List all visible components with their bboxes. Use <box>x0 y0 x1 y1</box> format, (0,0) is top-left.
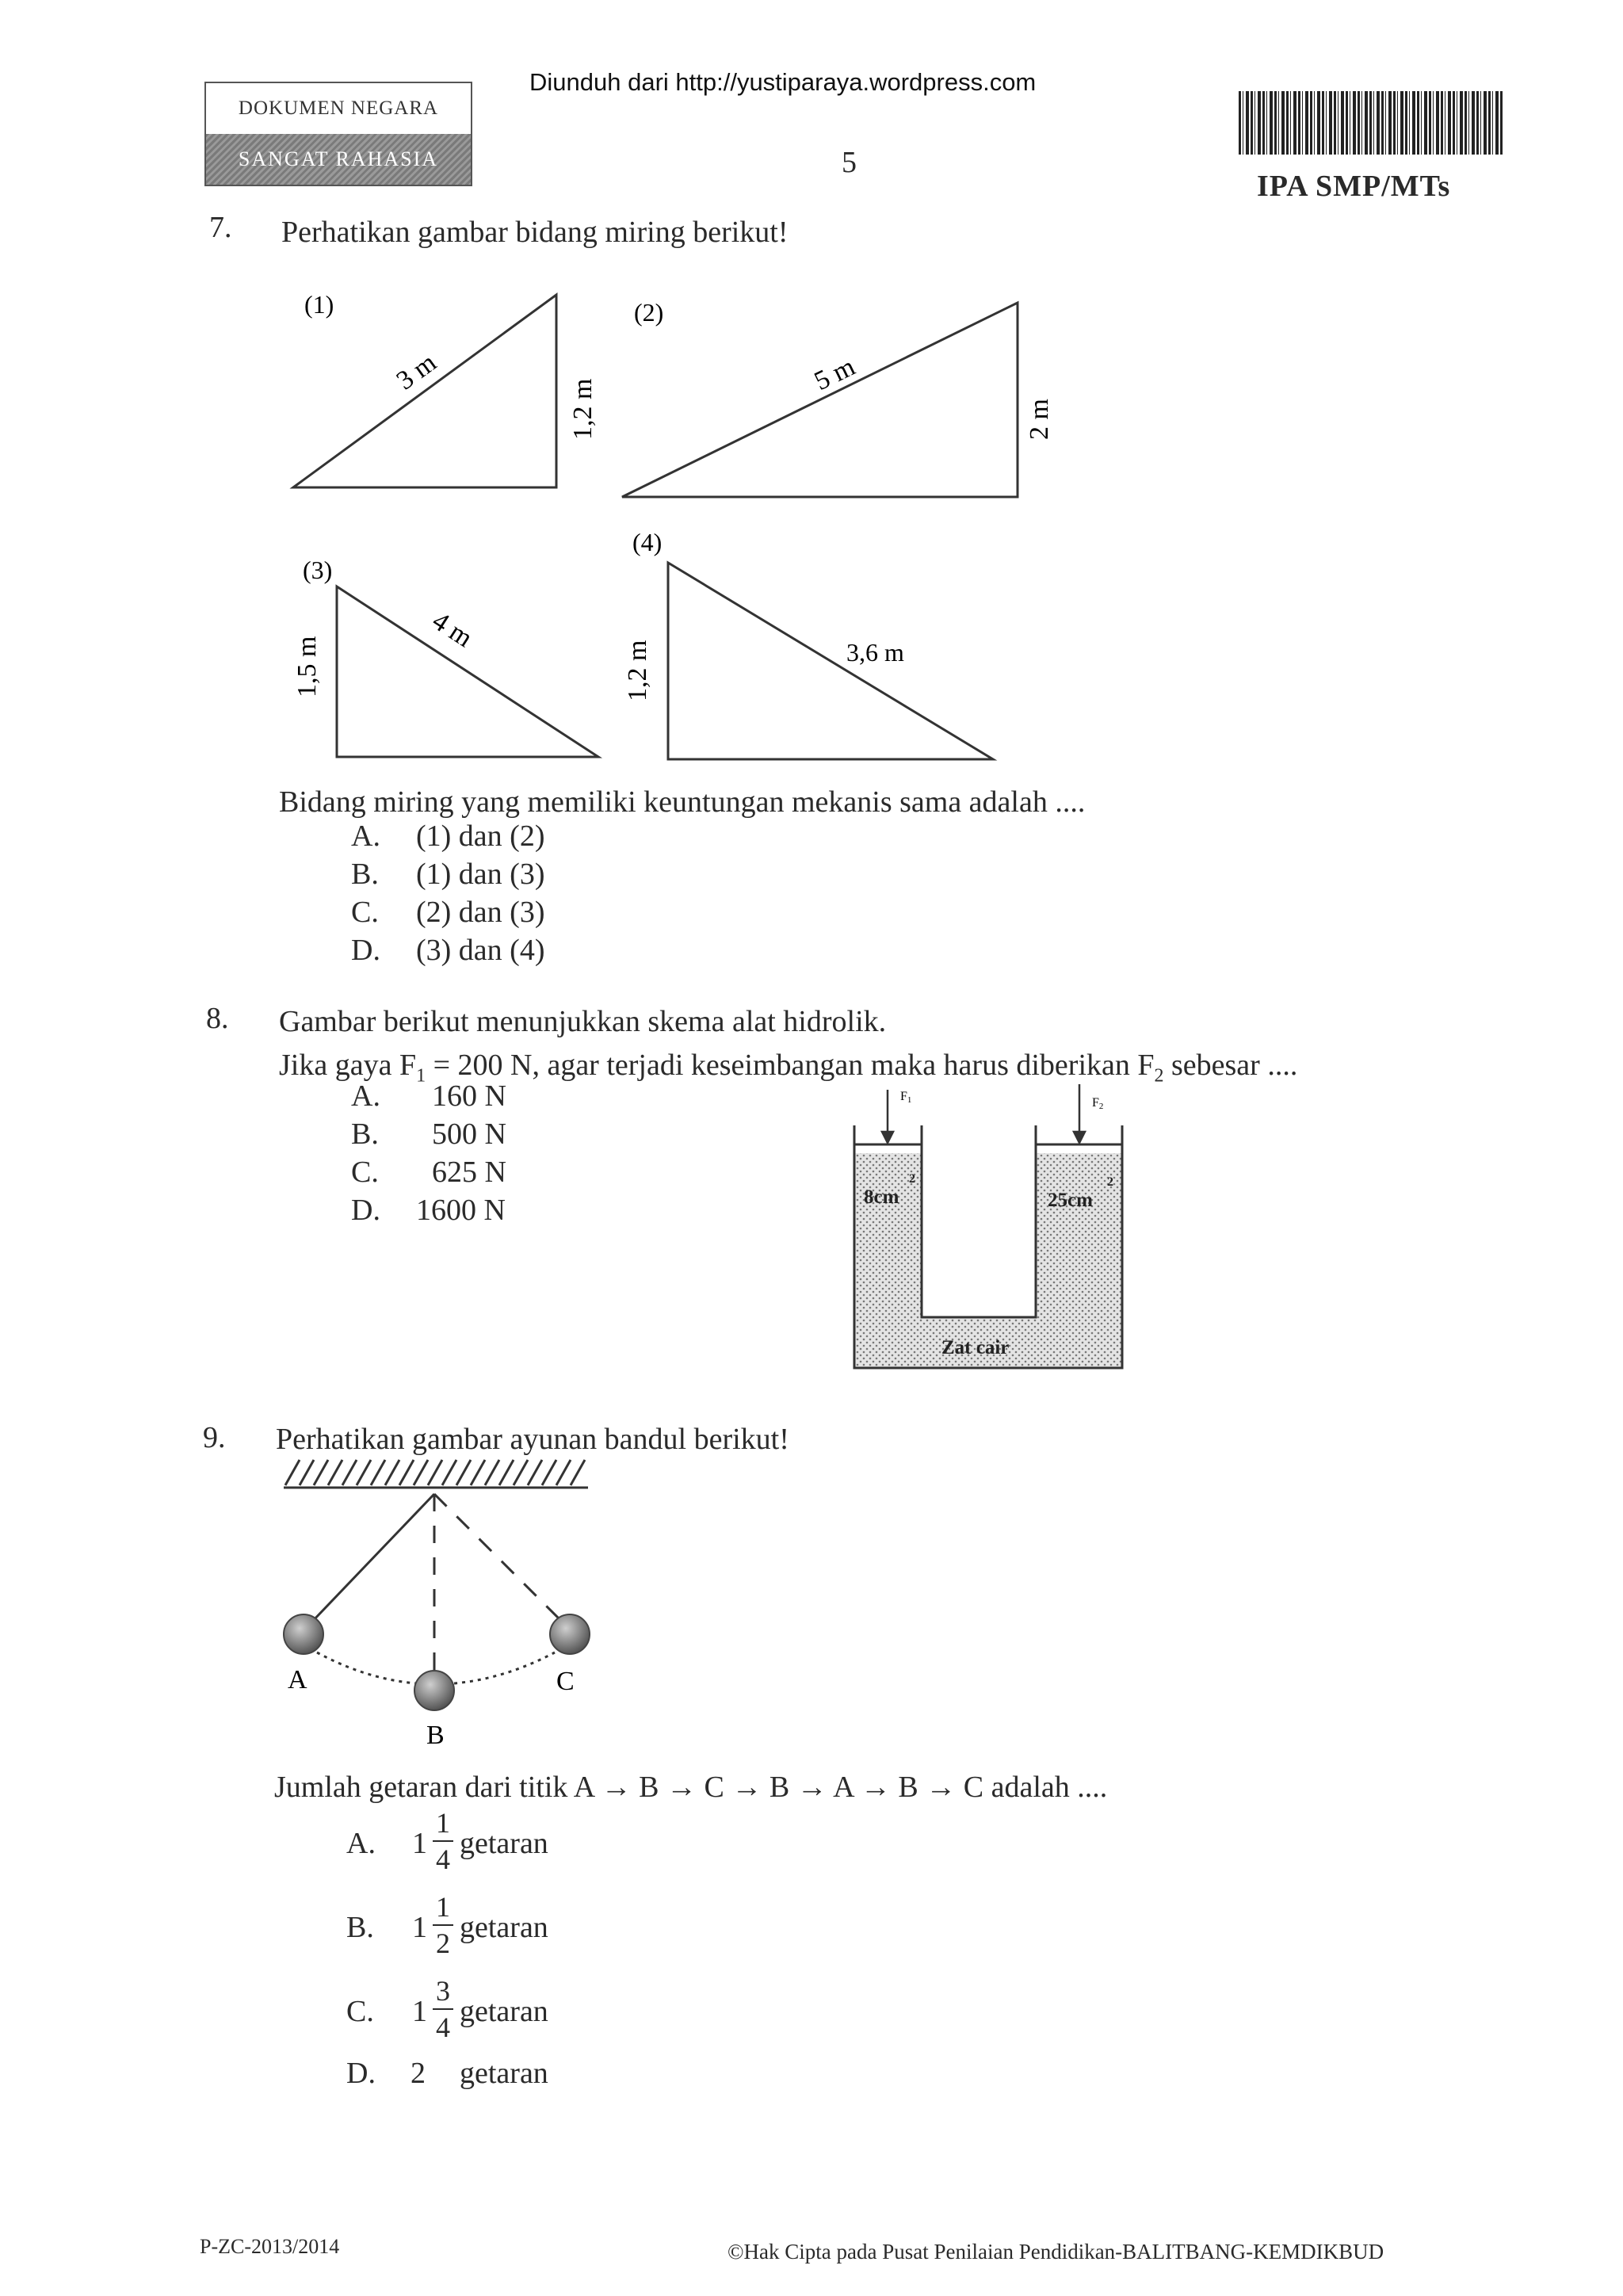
q9-option-a-fraction: $\frac{1}{4}$ <box>433 1809 453 1874</box>
incline-1-slope-label: 3 m <box>391 347 442 396</box>
q7-option-a-letter: A. <box>351 819 380 853</box>
left-area-exponent: 2 <box>909 1172 915 1186</box>
q7-stem: Perhatikan gambar bidang miring berikut! <box>281 216 789 249</box>
q9-option-c-fraction: $\frac{3}{4}$ <box>433 1977 453 2042</box>
q7-option-d-text: (3) dan (4) <box>416 934 545 967</box>
q9-option-b-whole: 1 <box>412 1911 427 1944</box>
point-c-label: C <box>556 1667 575 1696</box>
q7-option-b-text: (1) dan (3) <box>416 858 545 891</box>
q9-option-c-letter: C. <box>346 1995 374 2028</box>
liquid-label: Zat cair <box>941 1337 1010 1358</box>
q8-option-a-text: 160 N <box>432 1079 506 1113</box>
q7-option-b-letter: B. <box>351 858 379 891</box>
subject-label: IPA SMP/MTs <box>1257 170 1451 203</box>
f2-label: F2 <box>1092 1096 1104 1111</box>
pendulum-string-a <box>311 1494 434 1622</box>
f1-label: F1 <box>900 1090 912 1105</box>
incline-2-slope-label: 5 m <box>809 352 860 397</box>
q7-option-c-letter: C. <box>351 896 379 929</box>
q9-number: 9. <box>203 1421 226 1454</box>
q8-line2: Jika gaya $F_1 = 200$ N, agar terjadi keseimbangan maka harus diberikan $F_2$ sebesar .... <box>279 1049 1298 1087</box>
q8-option-c-text: 625 N <box>432 1156 506 1189</box>
q8-line1: Gambar berikut menunjukkan skema alat hidrolik. <box>279 1005 887 1038</box>
q9-stem: Perhatikan gambar ayunan bandul berikut! <box>276 1423 789 1456</box>
pendulum-bob-b <box>414 1671 454 1710</box>
q8-number: 8. <box>206 1002 229 1035</box>
incline-2-label: (2) <box>634 298 664 327</box>
q8-option-b-letter: B. <box>351 1117 379 1151</box>
right-area-exponent: 2 <box>1107 1175 1113 1189</box>
q7-question: Bidang miring yang memiliki keuntungan mekanis sama adalah .... <box>279 785 1086 819</box>
q9-option-a-letter: A. <box>346 1827 376 1860</box>
point-a-label: A <box>288 1665 307 1694</box>
right-area-label: 25cm <box>1048 1190 1093 1211</box>
q8-option-c-letter: C. <box>351 1156 379 1189</box>
left-area-label: 8cm <box>864 1186 899 1208</box>
incline-1-label: (1) <box>304 290 334 319</box>
q7-option-d-letter: D. <box>351 934 380 967</box>
source-url-text: Diunduh dari http://yustiparaya.wordpress.com <box>529 68 1037 96</box>
q9-option-b-letter: B. <box>346 1911 374 1944</box>
q7-option-c-text: (2) dan (3) <box>416 896 545 929</box>
q9-option-d-letter: D. <box>346 2057 376 2090</box>
doc-box-top-label: DOKUMEN NEGARA <box>238 97 439 119</box>
q8-option-b-text: 500 N <box>432 1117 506 1151</box>
q9-question: Jumlah getaran dari titik A → B → C → B → A → B → C adalah .... <box>274 1771 1108 1804</box>
q8-option-a-letter: A. <box>351 1079 380 1113</box>
q9-option-b-fraction: $\frac{1}{2}$ <box>433 1893 453 1958</box>
doc-box-bottom-label: SANGAT RAHASIA <box>206 134 471 185</box>
pendulum-bob-a <box>284 1614 323 1654</box>
pendulum-string-c <box>434 1494 561 1621</box>
page-number: 5 <box>842 146 857 179</box>
incline-4-height-label: 1,2 m <box>623 640 652 701</box>
incline-3-label: (3) <box>303 556 333 584</box>
q7-number: 7. <box>209 211 232 244</box>
q9-option-c-whole: 1 <box>412 1995 427 2028</box>
incline-1-height-label: 1,2 m <box>568 378 598 440</box>
q7-option-a-text: (1) dan (2) <box>416 819 545 853</box>
ceiling-hatching <box>285 1460 585 1485</box>
incline-3-height-label: 1,5 m <box>292 636 322 697</box>
footer-copyright: ©Hak Cipta pada Pusat Penilaian Pendidikan-BALITBANG-KEMDIKBUD <box>727 2240 1384 2264</box>
q9-option-a-whole: 1 <box>412 1827 427 1860</box>
q9-option-d-unit: getaran <box>460 2057 548 2090</box>
incline-2-height-label: 2 m <box>1025 399 1054 440</box>
incline-4-slope-label: 3,6 m <box>846 638 904 667</box>
q9-option-b-unit: getaran <box>460 1911 548 1944</box>
pendulum-bob-c <box>550 1614 590 1654</box>
q9-option-a-unit: getaran <box>460 1827 548 1860</box>
q9-option-d-whole: 2 <box>411 2057 426 2090</box>
incline-3-slope-label: 4 m <box>426 606 478 654</box>
q9-option-c-unit: getaran <box>460 1995 548 2028</box>
point-b-label: B <box>426 1721 445 1750</box>
footer-code: P-ZC-2013/2014 <box>200 2235 340 2258</box>
incline-4-label: (4) <box>632 528 663 556</box>
q8-option-d-letter: D. <box>351 1194 380 1227</box>
q8-option-d-text: 1600 N <box>416 1194 506 1227</box>
